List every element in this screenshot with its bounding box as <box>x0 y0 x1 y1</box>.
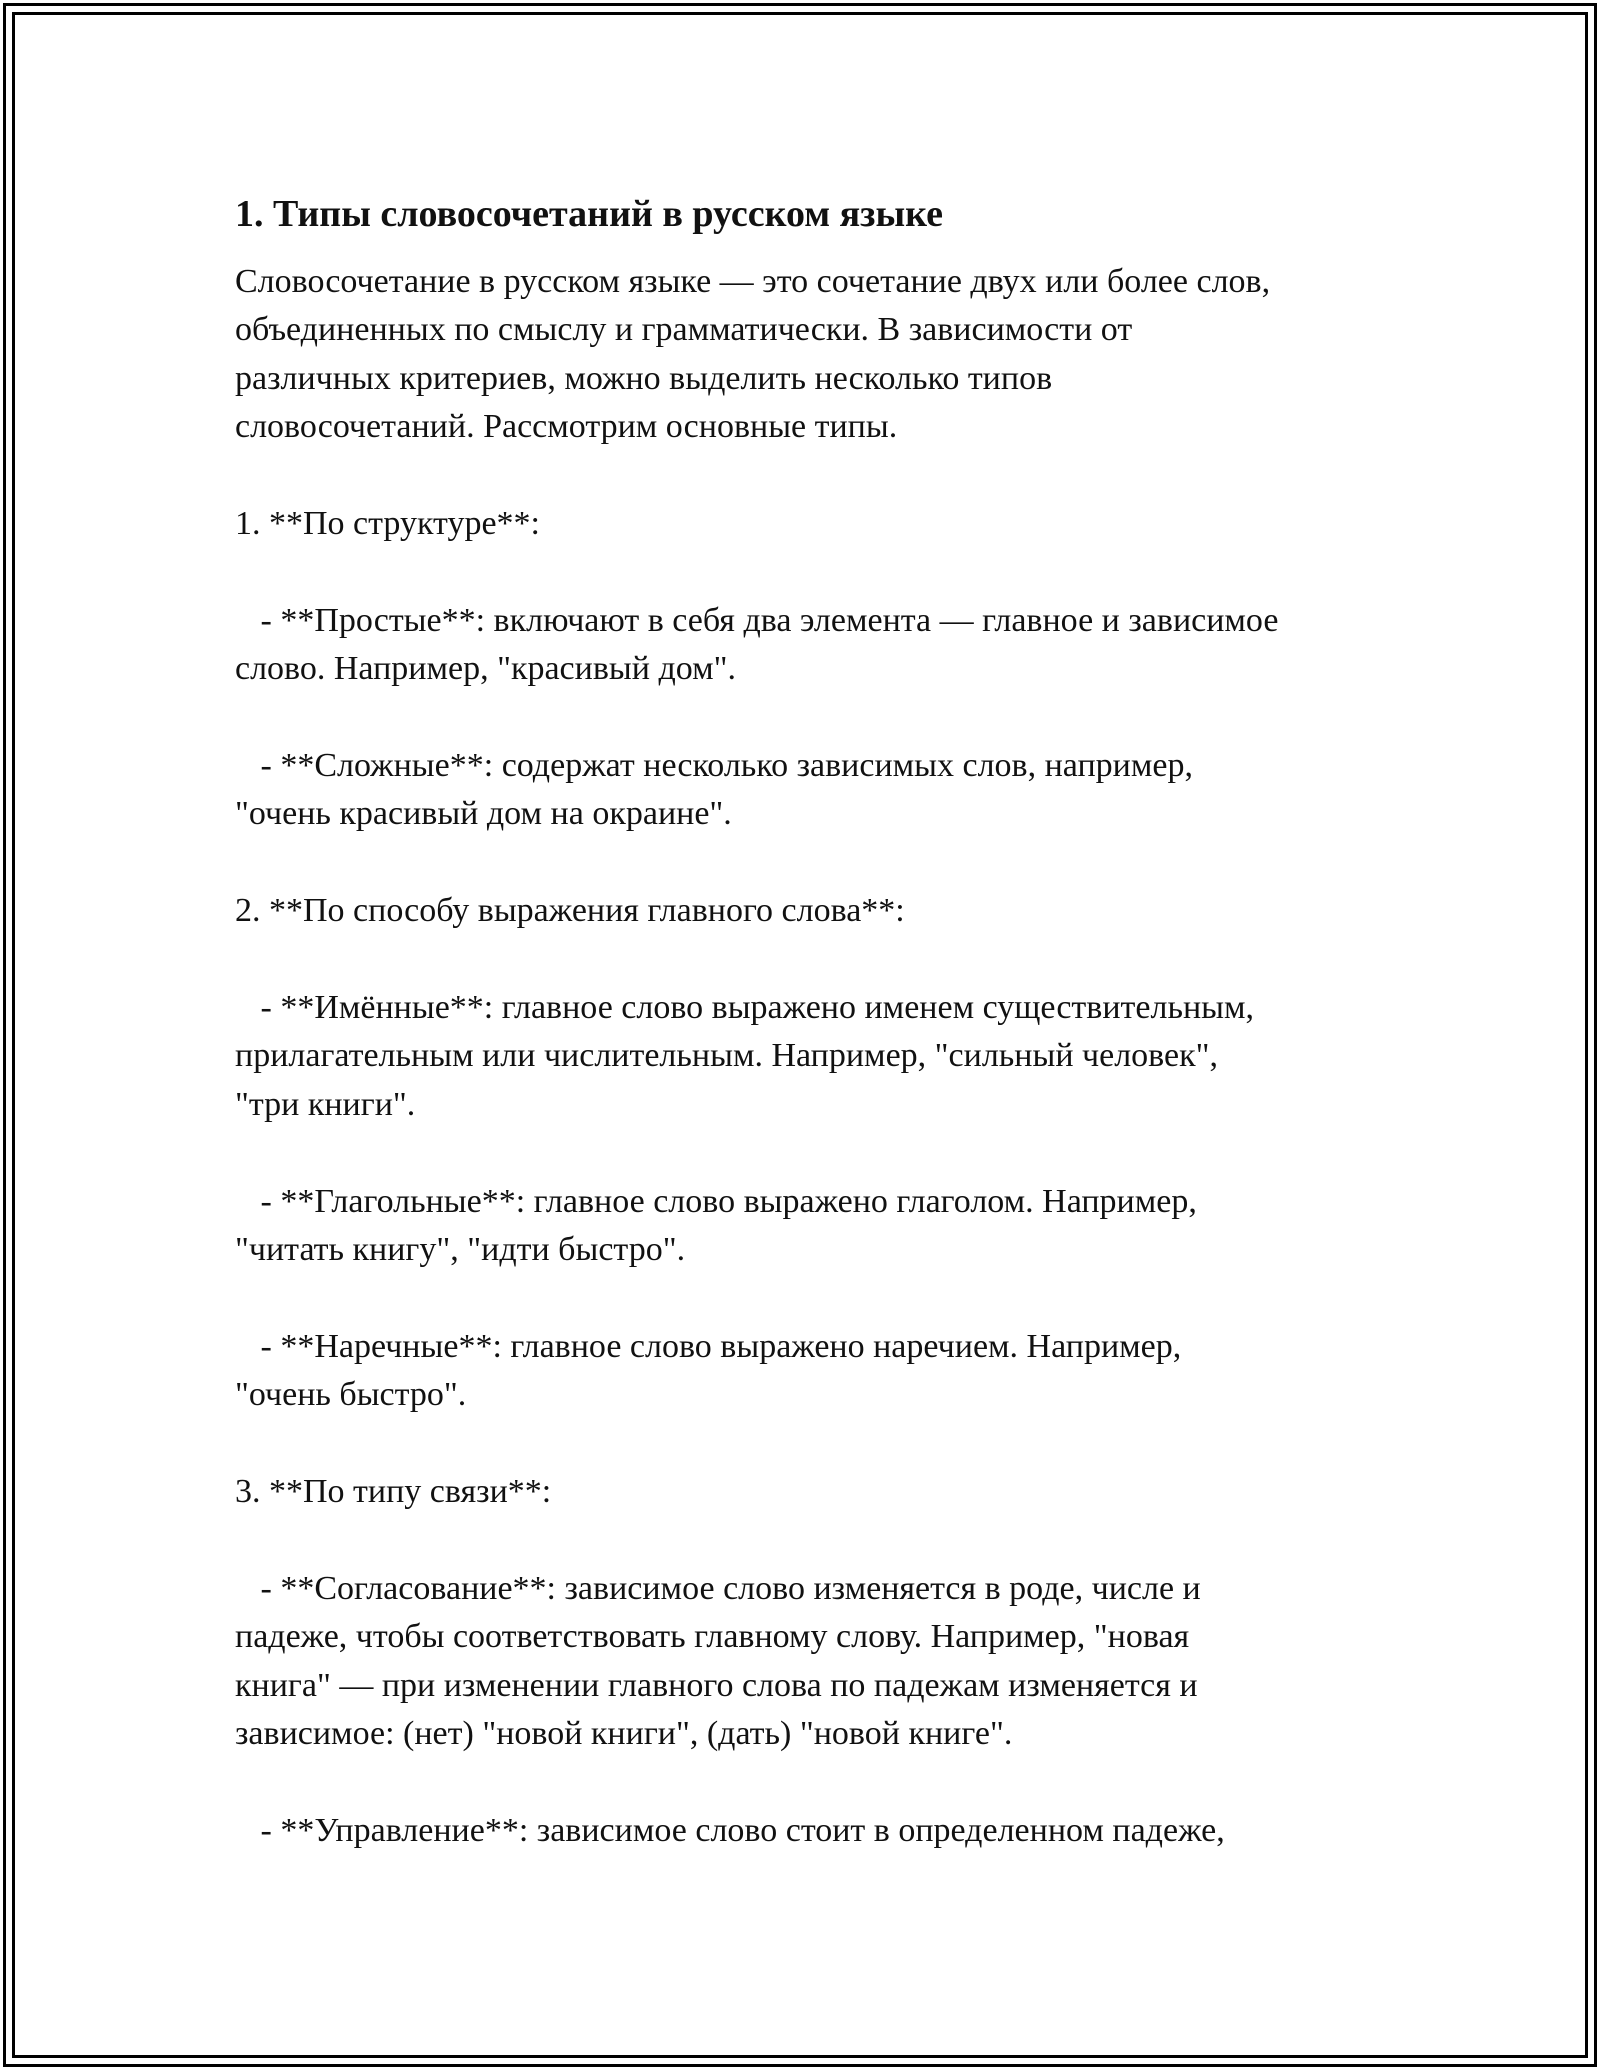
paragraph-structure-heading: 1. **По структуре**: <box>235 505 540 543</box>
paragraph-nominal: - **Имённые**: главное слово выражено именем существительным, прилагательным или числительным. Например, "сильный человек", "три книги". <box>235 989 1255 1123</box>
paragraph-adverbial: - **Наречные**: главное слово выражено наречием. Например, "очень быстро". <box>235 1327 1182 1414</box>
paragraph-verbal: - **Глагольные**: главное слово выражено глаголом. Например, "читать книгу", "идти быстро". <box>235 1182 1197 1269</box>
paragraph-simple: - **Простые**: включают в себя два элемента — главное и зависимое слово. Например, "красивый дом". <box>235 601 1279 688</box>
paragraph-intro: Словосочетание в русском языке — это сочетание двух или более слов, объединенных по смыслу и грамматически. В зависимости от различных критериев, можно выделить несколько типов словосочетаний. Рассмотрим основные типы. <box>235 263 1271 446</box>
paragraph-complex: - **Сложные**: содержат несколько зависимых слов, например, "очень красивый дом на окраине". <box>235 747 1193 833</box>
document-body <box>235 188 1395 1855</box>
paragraph-agreement: - **Согласование**: зависимое слово изменяется в роде, числе и падеже, чтобы соответствовать главному слову. Например, "новая книга" — при изменении главного слова по падежам изменяется и зависимое: (нет) "новой книги", (дать) "новой книге". <box>235 1569 1201 1753</box>
paragraph-government: - **Управление**: зависимое слово стоит в определенном падеже, <box>235 1811 1225 1849</box>
document-title: 1. Типы словосочетаний в русском языке <box>235 193 943 235</box>
paragraph-main-word-heading: 2. **По способу выражения главного слова**: <box>235 892 905 930</box>
paragraph-link-type-heading: 3. **По типу связи**: <box>235 1473 552 1511</box>
